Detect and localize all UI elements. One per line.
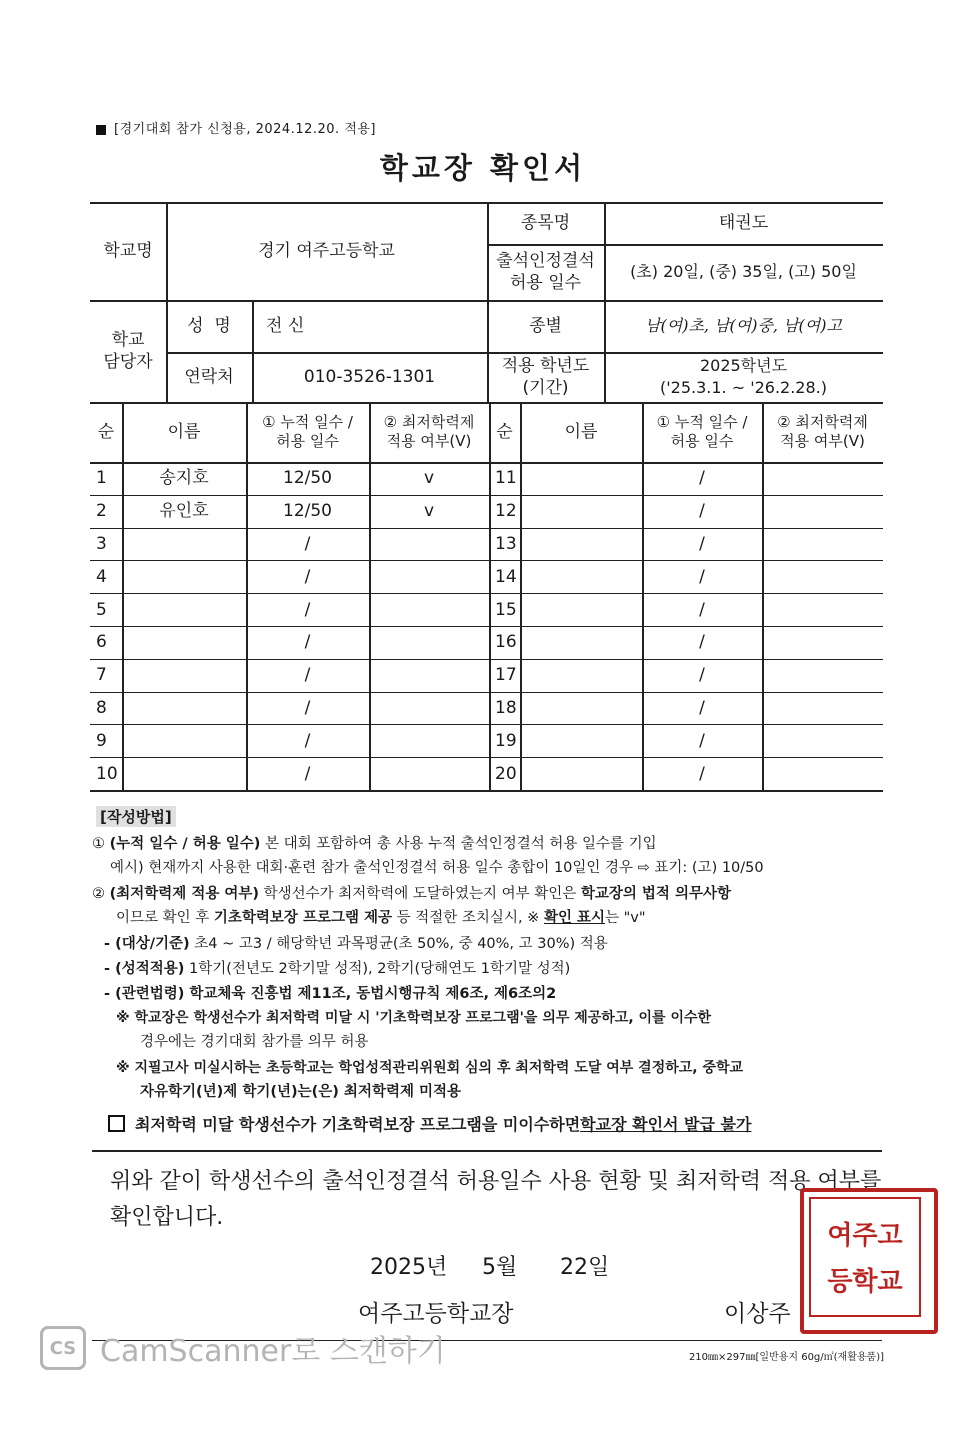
roster-no-cell: 5	[96, 599, 107, 620]
date-day: 22일	[560, 1255, 610, 1280]
manager-label: 학교 담당자	[103, 330, 153, 372]
roster-days-cell: /	[699, 599, 705, 620]
confirmation-text: 위와 같이 학생선수의 출석인정결석 허용일수 사용 현황 및 최저학력 적용 여부를 확인합니다.	[110, 1169, 882, 1230]
roster-days-cell: /	[699, 730, 705, 751]
roster-no-cell: 3	[96, 533, 107, 554]
roster-check-cell	[762, 692, 883, 725]
col-name-header-right: 이름	[564, 422, 598, 442]
roster-days-cell: /	[699, 697, 705, 718]
roster-no-cell: 18	[495, 697, 517, 718]
roster-name-cell	[122, 659, 246, 692]
roster-check-cell	[369, 724, 489, 757]
category-label: 종별	[529, 316, 562, 336]
roster-name-cell	[520, 593, 642, 626]
roster-name-cell	[122, 692, 246, 725]
roster-no-cell: 1	[96, 468, 107, 489]
roster-check-cell	[369, 626, 489, 659]
roster-no-cell: 16	[495, 632, 517, 653]
roster-no-cell: 20	[495, 763, 517, 784]
roster-name-cell	[520, 659, 642, 692]
roster-name-cell: 송지호	[159, 468, 209, 489]
roster-days-cell: /	[699, 632, 705, 653]
roster-check-cell	[369, 593, 489, 626]
roster-no-cell: 13	[495, 533, 517, 554]
notice-line: 최저학력 미달 학생선수가 기초학력보장 프로그램을 미이수하면 학교장 확인서 발급 불가	[108, 1112, 751, 1135]
roster-no-cell: 12	[495, 501, 517, 522]
roster-check-cell	[762, 724, 883, 757]
roster-name-cell	[520, 560, 642, 593]
roster-name-cell	[122, 724, 246, 757]
official-seal	[800, 1188, 938, 1334]
roster-check-cell: v	[423, 501, 435, 522]
col-no-header: 순	[97, 422, 115, 442]
camscanner-logo-icon: CS	[40, 1326, 86, 1370]
roster-days-cell: /	[304, 533, 311, 554]
roster-no-cell: 10	[96, 763, 118, 784]
col-no-header-right: 순	[496, 422, 513, 442]
roster-no-cell: 9	[96, 730, 107, 751]
school-label: 학교명	[103, 241, 153, 261]
seal-stamp-icon	[804, 1192, 926, 1322]
method-line-2: 예시) 현재까지 사용한 대회·훈련 참가 출석인정결석 허용 일수 총합이 10일인 경우 ⇨ 표기: (고) 10/50	[110, 860, 764, 876]
method-line-11: 자유학기(년)제 학기(년)는(은) 최저학력제 미적용	[140, 1084, 462, 1100]
roster-no-cell: 6	[96, 632, 107, 653]
method-line-5: - (대상/기준) 초4 ~ 고3 / 해당학년 과목평균(초 50%, 중 40%, 고 30%) 적용	[104, 936, 608, 952]
roster-no-cell: 7	[96, 665, 107, 686]
roster-check-cell	[369, 659, 489, 692]
method-heading: [작성방법]	[96, 806, 176, 827]
roster-check-cell	[369, 528, 489, 561]
absence-label: 출석인정결석 허용 일수	[496, 251, 595, 293]
method-line-1: ① (누적 일수 / 허용 일수) 본 대회 포함하여 총 사용 누적 출석인정결석 허용 일수를 기입	[92, 836, 657, 852]
roster-days-cell: /	[699, 468, 705, 489]
roster-days-cell: /	[699, 533, 705, 554]
roster-name-cell	[122, 757, 246, 790]
roster-days-cell: /	[699, 501, 705, 522]
roster-check-cell	[762, 626, 883, 659]
svg-text:여주고: 여주고	[827, 1221, 903, 1251]
roster-no-cell: 17	[495, 665, 517, 686]
roster-no-cell: 4	[96, 566, 107, 587]
roster-no-cell: 2	[96, 501, 107, 522]
roster-name-cell	[520, 528, 642, 561]
roster-no-cell: 19	[495, 730, 517, 751]
name-label: 성 명	[187, 316, 231, 336]
roster-no-cell: 15	[495, 599, 517, 620]
roster-days-cell: /	[699, 665, 705, 686]
document-title: 학교장 확인서	[379, 151, 587, 185]
roster-name-cell	[122, 593, 246, 626]
method-line-8: ※ 학교장은 학생선수가 최저학력 미달 시 '기초학력보장 프로그램'을 의무 제공하고, 이를 이수한	[116, 1010, 712, 1026]
col-days-header: ① 누적 일수 / 허용 일수	[262, 413, 353, 450]
roster-name-cell	[520, 495, 642, 528]
year-value: 2025학년도 ('25.3.1. ~ '26.2.28.)	[660, 356, 827, 397]
roster-name-cell	[122, 560, 246, 593]
col-days-header-right: ① 누적 일수 / 허용 일수	[656, 413, 748, 450]
absence-value: (초) 20일, (중) 35일, (고) 50일	[630, 262, 857, 281]
roster-name-cell	[520, 724, 642, 757]
event-label: 종목명	[520, 213, 571, 233]
roster-no-cell: 8	[96, 697, 107, 718]
roster-check-cell: v	[423, 468, 435, 489]
method-line-4: 이므로 확인 후 기초학력보장 프로그램 제공 등 적절한 조치실시, ※ 확인 표시는 "v"	[116, 910, 646, 926]
roster-check-cell	[762, 462, 883, 495]
roster-days-cell: 12/50	[283, 468, 332, 489]
roster-days-cell: /	[304, 566, 311, 587]
name-value: 전 신	[266, 316, 305, 336]
col-name-header: 이름	[167, 422, 201, 442]
date-year: 2025년	[370, 1255, 448, 1280]
roster-name-cell: 유인호	[159, 501, 209, 522]
roster-check-cell	[762, 593, 883, 626]
roster-check-cell	[369, 560, 489, 593]
roster-name-cell	[520, 757, 642, 790]
roster-check-cell	[762, 528, 883, 561]
roster-days-cell: /	[304, 665, 311, 686]
roster-check-cell	[762, 757, 883, 790]
roster-check-cell	[762, 659, 883, 692]
signer-org: 여주고등학교장	[358, 1301, 514, 1327]
form-usage-note: [경기대회 참가 신청용, 2024.12.20. 적용]	[96, 118, 376, 137]
roster-days-cell: /	[304, 697, 311, 718]
method-line-7: - (관련법령) 학교체육 진흥법 제11조, 동법시행규칙 제6조, 제6조의2	[104, 986, 557, 1002]
roster-name-cell	[520, 692, 642, 725]
event-value: 태권도	[718, 213, 769, 233]
method-line-10: ※ 지필고사 미실시하는 초등학교는 학업성적관리위원회 심의 후 최저학력 도달 여부 결정하고, 중학교	[116, 1060, 744, 1076]
camscanner-watermark: CS CamScanner로 스캔하기	[40, 1326, 446, 1370]
roster-check-cell	[369, 757, 489, 790]
roster-name-cell	[520, 626, 642, 659]
contact-value: 010-3526-1301	[303, 367, 436, 387]
method-line-3: ② (최저학력제 적용 여부) 학생선수가 최저학력에 도달하였는지 여부 확인은 학교장의 법적 의무사항	[92, 886, 732, 902]
date-month: 5월	[482, 1255, 518, 1280]
roster-no-cell: 11	[495, 468, 517, 489]
square-bullet-icon	[96, 125, 106, 135]
col-min-header-right: ② 최저학력제 적용 여부(V)	[777, 413, 868, 450]
col-min-header: ② 최저학력제 적용 여부(V)	[383, 413, 475, 450]
roster-days-cell: /	[304, 632, 311, 653]
roster-days-cell: 12/50	[283, 501, 332, 522]
checkbox-square-icon	[108, 1115, 125, 1132]
roster-check-cell	[369, 692, 489, 725]
school-value: 경기 여주고등학교	[258, 241, 395, 261]
roster-days-cell: /	[304, 599, 311, 620]
method-line-9: 경우에는 경기대회 참가를 의무 허용	[140, 1034, 369, 1050]
roster-days-cell: /	[699, 763, 705, 784]
year-label: 적용 학년도 (기간)	[501, 356, 590, 398]
roster-days-cell: /	[304, 730, 311, 751]
paper-spec-note: 210㎜×297㎜[일반용지 60g/㎡(재활용품)]	[688, 1352, 884, 1363]
roster-days-cell: /	[699, 566, 705, 587]
roster-check-cell	[762, 495, 883, 528]
roster-name-cell	[122, 528, 246, 561]
roster-name-cell	[520, 462, 642, 495]
roster-name-cell	[122, 626, 246, 659]
signer-name: 이상주	[724, 1301, 791, 1327]
category-value: 남(여)초, 남(여)중, 남(여)고	[645, 316, 842, 335]
method-line-6: - (성적적용) 1학기(전년도 2학기말 성적), 2학기(당해연도 1학기말 성적)	[104, 961, 571, 977]
roster-no-cell: 14	[495, 566, 517, 587]
contact-label: 연락처	[184, 367, 234, 387]
roster-days-cell: /	[304, 763, 311, 784]
svg-text:등학교: 등학교	[827, 1267, 903, 1297]
roster-check-cell	[762, 560, 883, 593]
